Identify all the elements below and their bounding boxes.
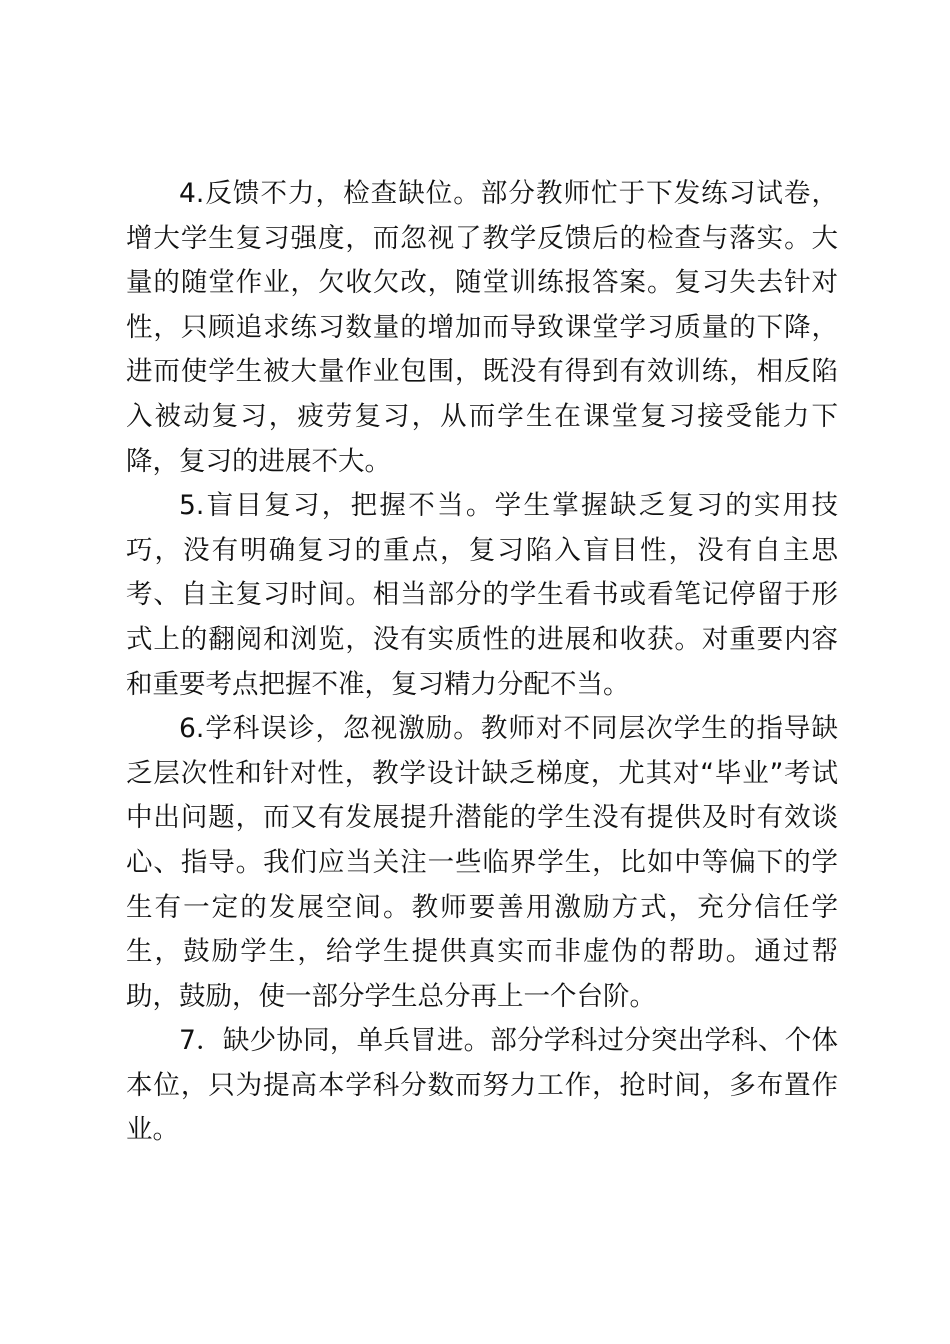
paragraph-blind-review: 5.盲目复习，把握不当。学生掌握缺乏复习的实用技巧，没有明确复习的重点，复习陷入盲目性，没有自主思考、自主复习时间。相当部分的学生看书或看笔记停留于形式上的翻阅和浏览，没有实质性的进展和收获。对重要内容和重要考点把握不准，复习精力分配不当。: [126, 490, 838, 700]
document-body: [126, 172, 838, 1153]
paragraph-subject-misdiagnosis: 6.学科误诊，忽视激励。教师对不同层次学生的指导缺乏层次性和针对性，教学设计缺乏梯度，尤其对“毕业”考试中出问题，而又有发展提升潜能的学生没有提供及时有效谈心、指导。我们应当关注一些临界学生，比如中等偏下的学生有一定的发展空间。教师要善用激励方式，充分信任学生，鼓励学生，给学生提供真实而非虚伪的帮助。通过帮助，鼓励，使一部分学生总分再上一个台阶。: [126, 713, 838, 1012]
paragraph-feedback-inadequate: 4.反馈不力，检查缺位。部分教师忙于下发练习试卷，增大学生复习强度，而忽视了教学反馈后的检查与落实。大量的随堂作业，欠收欠改，随堂训练报答案。复习失去针对性，只顾追求练习数量的增加而导致课堂学习质量的下降，进而使学生被大量作业包围，既没有得到有效训练，相反陷入被动复习，疲劳复习，从而学生在课堂复习接受能力下降，复习的进展不大。: [126, 178, 838, 477]
paragraph-lack-of-coordination: 7．缺少协同，单兵冒进。部分学科过分突出学科、个体本位，只为提高本学科分数而努力工作，抢时间，多布置作业。: [126, 1025, 838, 1146]
